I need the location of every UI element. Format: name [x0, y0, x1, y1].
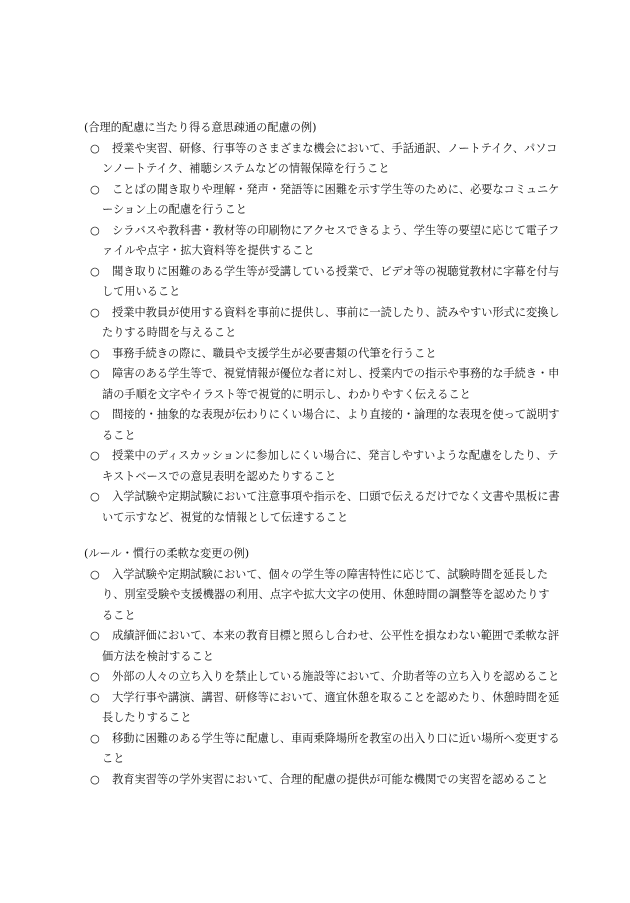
bullet-circle-icon: ○ [90, 772, 100, 786]
list-item-text: 教育実習等の学外実習において、合理的配慮の提供が可能な機関での実習を認めること [112, 772, 549, 786]
bullet-circle-icon: ○ [90, 182, 100, 196]
list-item-text: ことばの聞き取りや理解・発声・発語等に困難を示す学生等のために、必要なコミュニケーション上の配慮を行うこと [102, 182, 560, 216]
list-item-text: 障害のある学生等で、視覚情報が優位な者に対し、授業内での指示や事務的な手続き・申請の手順を文字やイラスト等で視覚的に明示し、わかりやすく伝えること [102, 367, 560, 401]
list-item [84, 405, 564, 446]
list-item [84, 688, 564, 729]
list-item [84, 139, 564, 180]
list-item-text: 事務手続きの際に、職員や支援学生が必要書類の代筆を行うこと [112, 346, 437, 360]
bullet-circle-icon: ○ [90, 567, 100, 581]
document-page [84, 118, 564, 790]
bullet-circle-icon: ○ [90, 731, 100, 745]
example-list [84, 139, 564, 529]
section-heading: (合理的配慮に当たり得る意思疎通の配慮の例) [84, 121, 317, 134]
list-item [84, 262, 564, 303]
bullet-circle-icon: ○ [90, 367, 100, 380]
list-item [84, 626, 564, 667]
list-item [84, 364, 564, 405]
list-item-text: 間接的・抽象的な表現が伝わりにくい場合に、より直接的・論理的な表現を使って説明すること [102, 408, 560, 442]
list-item-text: 移動に困難のある学生等に配慮し、車両乗降場所を教室の出入り口に近い場所へ変更すること [102, 731, 560, 765]
bullet-circle-icon: ○ [90, 223, 100, 237]
list-item-text: シラバスや教科書・教材等の印刷物にアクセスできるよう、学生等の要望に応じて電子ファイルや点字・拡大資料等を提供すること [102, 223, 560, 257]
list-item [84, 667, 564, 688]
list-item [84, 180, 564, 221]
bullet-circle-icon: ○ [90, 264, 100, 278]
list-item-text: 授業中教員が使用する資料を事前に提供し、事前に一読したり、読みやすい形式に変換したりする時間を与えること [102, 305, 560, 339]
bullet-circle-icon: ○ [90, 670, 100, 683]
list-item [84, 446, 564, 487]
list-item-text: 入学試験や定期試験において注意事項や指示を、口頭で伝えるだけでなく文書や黒板に書いて示すなど、視覚的な情報として伝達すること [102, 490, 560, 524]
bullet-circle-icon: ○ [90, 449, 100, 462]
bullet-circle-icon: ○ [90, 141, 100, 155]
section-heading: (ルール・慣行の柔軟な変更の例) [84, 547, 250, 560]
bullet-circle-icon: ○ [90, 629, 100, 642]
list-item [84, 221, 564, 262]
list-item-text: 聞き取りに困難のある学生等が受講している授業で、ビデオ等の視聴覚教材に字幕を付与して用いること [102, 264, 560, 298]
bullet-circle-icon: ○ [90, 690, 100, 704]
bullet-circle-icon: ○ [90, 346, 100, 360]
list-item-text: 外部の人々の立ち入りを禁止している施設等において、介助者等の立ち入りを認めること [112, 670, 560, 683]
bullet-circle-icon: ○ [90, 408, 100, 421]
bullet-circle-icon: ○ [90, 305, 100, 319]
bullet-circle-icon: ○ [90, 490, 100, 503]
list-item [84, 487, 564, 528]
list-item [84, 303, 564, 344]
example-list [84, 565, 564, 791]
list-item-text: 成績評価において、本来の教育目標と照らし合わせ、公平性を損なわない範囲で柔軟な評価方法を検討すること [102, 629, 560, 663]
list-item-text: 大学行事や講演、講習、研修等において、適宜休憩を取ることを認めたり、休憩時間を延長したりすること [102, 690, 560, 724]
list-item [84, 344, 564, 365]
list-item-text: 授業や実習、研修、行事等のさまざまな機会において、手話通訳、ノートテイク、パソコンノートテイク、補聴システムなどの情報保障を行うこと [102, 141, 558, 175]
list-item-text: 入学試験や定期試験において、個々の学生等の障害特性に応じて、試験時間を延長したり、別室受験や支援機器の利用、点字や拡大文字の使用、休憩時間の調整等を認めたりすること [102, 567, 550, 622]
section-communication-examples [84, 118, 564, 528]
list-item-text: 授業中のディスカッションに参加しにくい場合に、発言しやすいような配慮をしたり、テキストベースでの意見表明を認めたりすること [102, 449, 559, 483]
section-rule-change-examples [84, 544, 564, 790]
list-item [84, 770, 564, 791]
list-item [84, 729, 564, 770]
list-item [84, 565, 564, 627]
